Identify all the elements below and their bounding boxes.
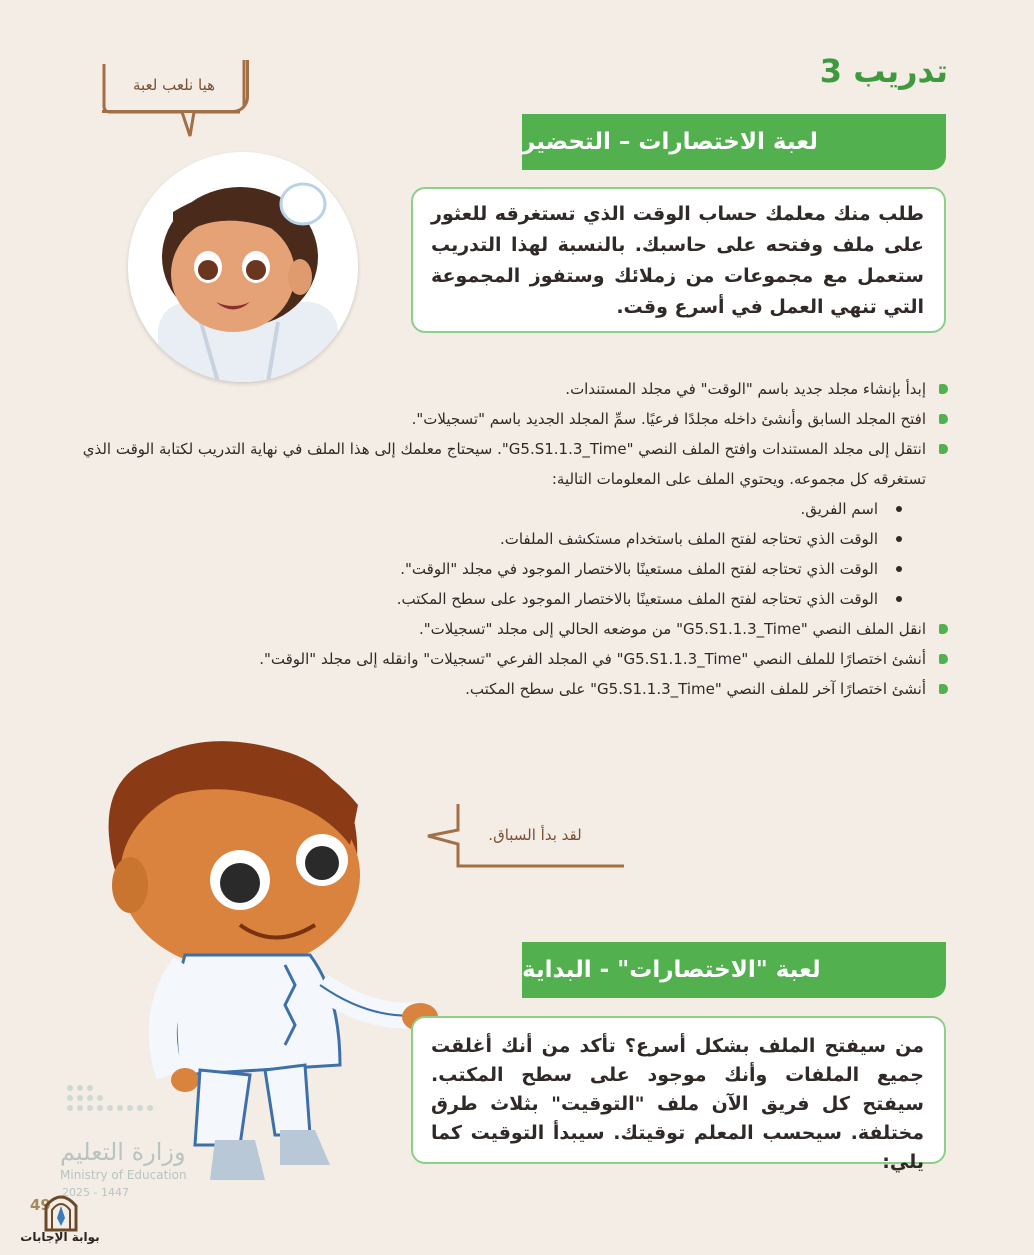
step-text: انتقل إلى مجلد المستندات وافتح الملف النصي "G5.S1.1.3_Time". سيحتاج معلمك إلى هذا الملف في نهاية التدريب لكتابة الوقت الذي تستغرقه كل مجموعه. ويحتوي الملف على المعلومات التالية: [82,440,926,488]
step-item [78,614,948,644]
step-item [78,374,948,404]
section-banner-preparation-text: لعبة الاختصارات – التحضير [522,129,818,155]
intro-box-preparation [411,187,946,333]
section-banner-preparation [522,114,946,170]
page-title: تدريب 3 [819,52,948,90]
girl-avatar [128,152,358,382]
step-item [78,644,948,674]
step-item [78,434,948,494]
sub-item-text: اسم الفريق. [800,500,878,518]
ministry-logo-icon [64,1080,174,1120]
sub-item-text: الوقت الذي تحتاجه لفتح الملف مستعينًا بالاختصار الموجود على سطح المكتب. [396,590,878,608]
ministry-name-ar: وزارة التعليم [60,1138,186,1166]
ministry-year: 2025 - 1447 [62,1186,129,1199]
black-bullet-icon [896,506,902,512]
sub-item-text: الوقت الذي تحتاجه لفتح الملف باستخدام مستكشف الملفات. [499,530,878,548]
sub-item [78,584,948,614]
green-bullet-icon [939,654,948,664]
answers-portal-logo-icon [38,1188,84,1232]
section-banner-start-text: لعبة "الاختصارات" - البداية [522,957,821,983]
sub-item-text: الوقت الذي تحتاجه لفتح الملف مستعينًا بالاختصار الموجود في مجلد "الوقت". [400,560,878,578]
intro-text-preparation: طلب منك معلمك حساب الوقت الذي تستغرقه للعثور على ملف وفتحه على حاسبك. بالنسبة لهذا التدريب ستعمل مع مجموعات من زملائك وستفوز المجموعة التي تنهي العمل في أسرع وقت. [431,203,924,318]
green-bullet-icon [939,624,948,634]
sub-item [78,524,948,554]
ministry-name-en: Ministry of Education [60,1168,187,1182]
intro-text-start: من سيفتح الملف بشكل أسرع؟ تأكد من أنك أغلقت جميع الملفات وأنك موجود على سطح المكتب. سيفتح كل فريق الآن ملف "التوقيت" بثلاث طرق مختلفة. سيحسب المعلم توقيتك. سيبدأ التوقيت كما يلي: [431,1035,924,1173]
answers-portal-label: بوابة الإجابات [20,1230,100,1244]
steps-list [78,374,948,704]
boy-character-illustration [90,735,440,1195]
black-bullet-icon [896,536,902,542]
speech-bubble-play-frame [98,56,254,142]
section-banner-start [522,942,946,998]
step-text: أنشئ اختصارًا للملف النصي "G5.S1.1.3_Time" في المجلد الفرعي "تسجيلات" وانقله إلى مجلد "الوقت". [259,650,926,668]
step-item [78,404,948,434]
sub-item [78,494,948,524]
speech-bubble-race-text: لقد بدأ السباق. [488,826,582,844]
step-item [78,674,948,704]
black-bullet-icon [896,566,902,572]
speech-bubble-race [470,826,600,844]
green-bullet-icon [939,444,948,454]
green-bullet-icon [939,384,948,394]
black-bullet-icon [896,596,902,602]
intro-box-start [411,1016,946,1173]
green-bullet-icon [939,684,948,694]
step-text: انقل الملف النصي "G5.S1.1.3_Time" من موضعه الحالي إلى مجلد "تسجيلات". [418,620,926,638]
step-text: إبدأ بإنشاء مجلد جديد باسم "الوقت" في مجلد المستندات. [565,380,926,398]
sub-item [78,554,948,584]
page-number: 49 [30,1196,51,1214]
step-text: افتح المجلد السابق وأنشئ داخله مجلدًا فرعيًا. سمِّ المجلد الجديد باسم "تسجيلات". [411,410,926,428]
step-text: أنشئ اختصارًا آخر للملف النصي "G5.S1.1.3_Time" على سطح المكتب. [465,680,926,698]
green-bullet-icon [939,414,948,424]
speech-bubble-play-text: هيا نلعب لعبة [132,76,216,94]
